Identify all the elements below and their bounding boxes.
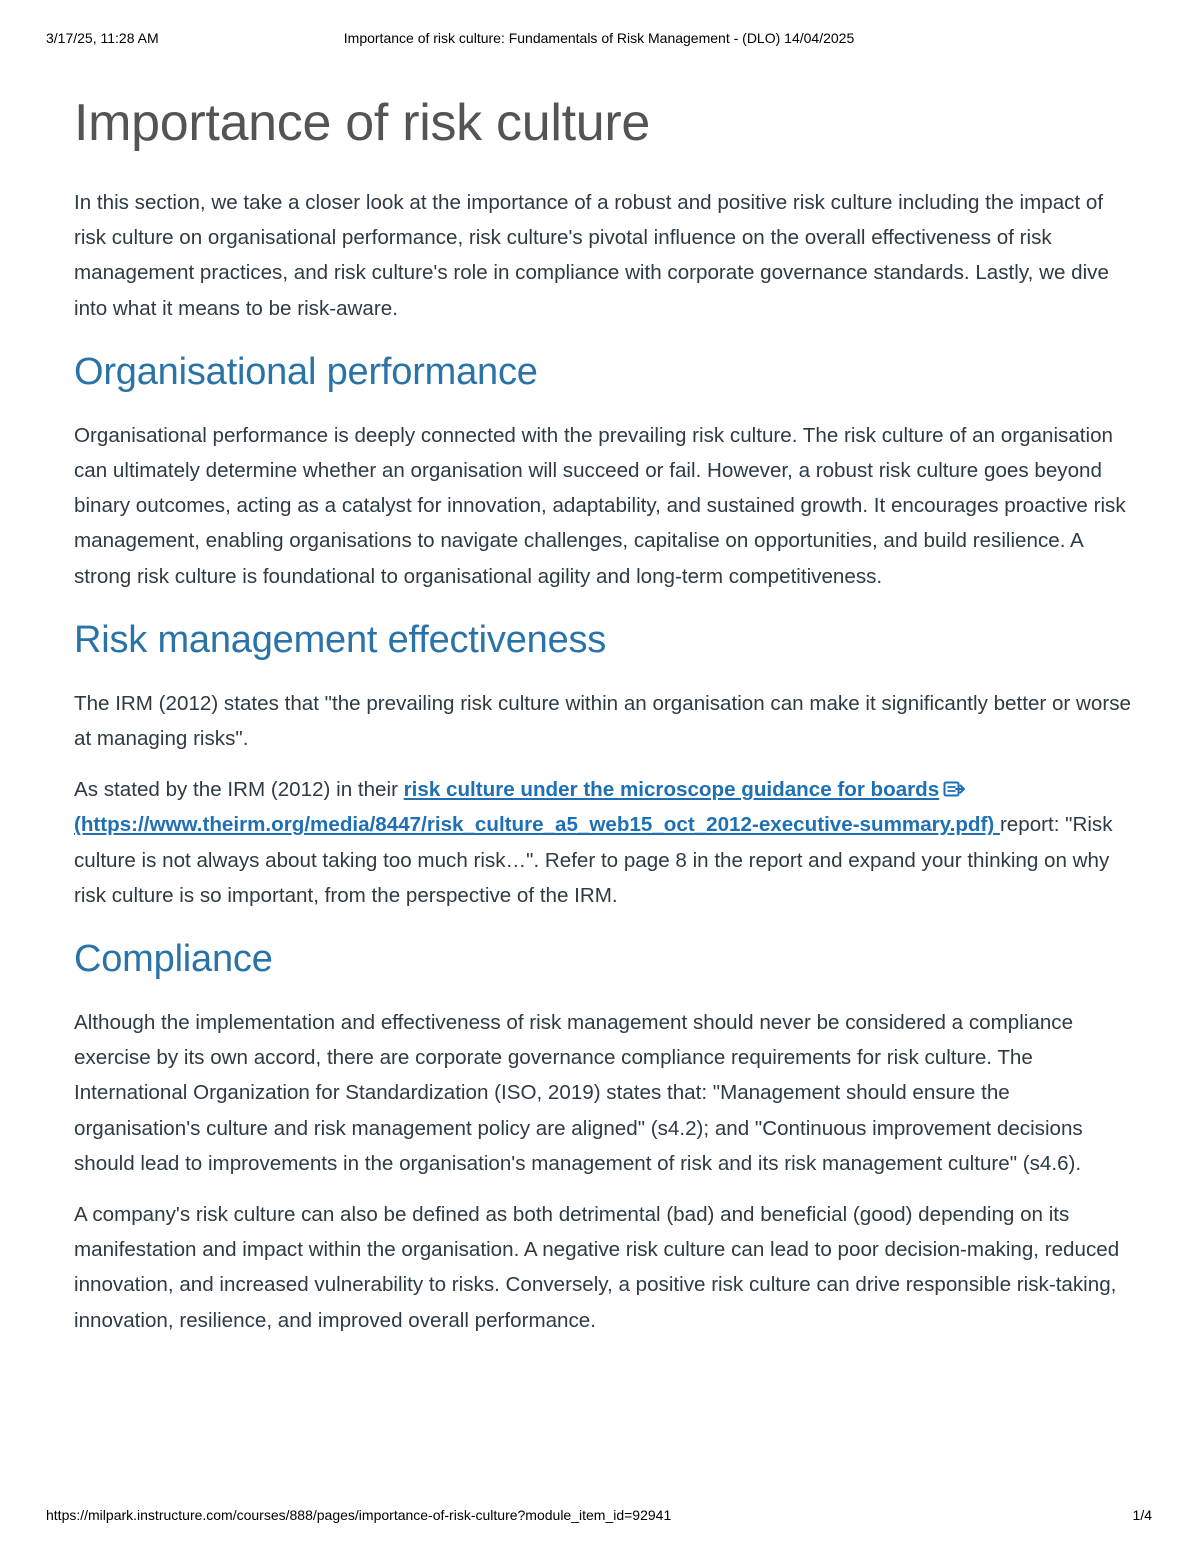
compliance-paragraph-iso: Although the implementation and effectiveness of risk management should never be considered a compliance exercise by its own accord, there are corporate governance compliance requirements for risk culture. The International Organization for Standardization (ISO, 2019) states that: "Management should ensure the organisation's culture and risk management policy are aligned" (s4.2); and "Continuous improvement decisions should lead to improvements in the organisation's management of risk and its risk management culture" (s4.6). <box>74 1011 1083 1175</box>
risk-culture-report-url: (https://www.theirm.org/media/8447/risk_culture_a5_web15_oct_2012-executive-summary.pdf) <box>74 813 1000 837</box>
heading-risk-management-effectiveness: Risk management effectiveness <box>74 618 607 661</box>
print-page-url: https://milpark.instructure.com/courses/888/pages/importance-of-risk-culture?module_item_id=92941 <box>46 1507 672 1523</box>
intro-paragraph: In this section, we take a closer look at the importance of a robust and positive risk culture including the impact of risk culture on organisational performance, risk culture's pivotal influence on the overall effectiveness of risk management practices, and risk culture's role in compliance with corporate governance standards. Lastly, we dive into what it means to be risk-aware. <box>74 191 1109 320</box>
heading-organisational-performance: Organisational performance <box>74 350 538 393</box>
print-footer <box>46 1507 1152 1527</box>
organisational-performance-paragraph: Organisational performance is deeply connected with the prevailing risk culture. The risk culture of an organisation can ultimately determine whether an organisation will succeed or fail. However, a robust risk culture goes beyond binary outcomes, acting as a catalyst for innovation, adaptability, and sustained growth. It encourages proactive risk management, enabling organisations to navigate challenges, capitalise on opportunities, and build resilience. A strong risk culture is foundational to organisational agility and long-term competitiveness. <box>74 423 1126 588</box>
print-page-title: Importance of risk culture: Fundamentals of Risk Management - (DLO) 14/04/2025 <box>343 30 855 46</box>
page-title: Importance of risk culture <box>74 94 650 152</box>
print-header <box>46 30 1152 50</box>
irm-report-paragraph <box>74 772 1134 913</box>
page-content <box>74 88 1134 1354</box>
print-page-number: 1/4 <box>1132 1507 1152 1523</box>
external-link-icon <box>943 774 965 792</box>
compliance-paragraph-risk-culture: A company's risk culture can also be defined as both detrimental (bad) and beneficial (good) depending on its manifestation and impact within the organisation. A negative risk culture can lead to poor decision-making, reduced innovation, and increased vulnerability to risks. Conversely, a positive risk culture can drive responsible risk-taking, innovation, resilience, and improved overall performance. <box>74 1203 1120 1332</box>
irm-report-lead-text: As stated by the IRM (2012) in their <box>74 778 404 802</box>
print-datetime: 3/17/25, 11:28 AM <box>46 30 159 46</box>
heading-compliance: Compliance <box>74 938 273 981</box>
risk-culture-report-link-text: risk culture under the microscope guidance for boards <box>403 778 940 802</box>
irm-report-trailing-text: report: "Risk culture is not always about taking too much risk…". Refer to page 8 in the report and expand your thinking on why risk culture is so important, from the perspective of the IRM. <box>74 813 1113 907</box>
irm-quote-paragraph: The IRM (2012) states that "the prevailing risk culture within an organisation can make it significantly better or worse at managing risks". <box>74 691 1131 751</box>
